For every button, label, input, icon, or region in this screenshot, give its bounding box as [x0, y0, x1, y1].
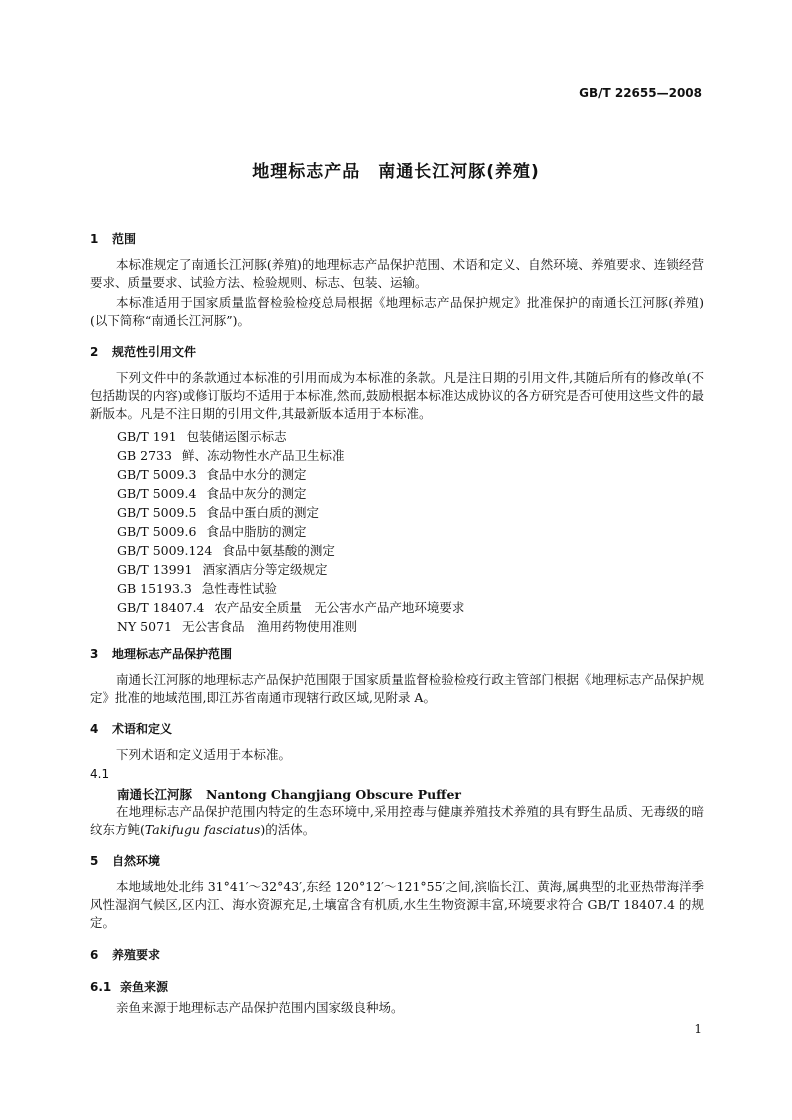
section-number: 3	[90, 647, 99, 661]
definition-text-end: )的活体。	[260, 822, 316, 837]
term-chinese: 南通长江河豚	[117, 787, 193, 802]
reference-item	[117, 598, 464, 616]
reference-code: GB/T 5009.5	[117, 505, 197, 520]
reference-name: 酒家酒店分等定级规定	[202, 562, 328, 577]
section-number: 2	[90, 345, 99, 359]
section-5-heading	[90, 852, 160, 869]
section-number: 4	[90, 722, 99, 736]
reference-code: GB/T 18407.4	[117, 600, 205, 615]
reference-item	[117, 465, 306, 483]
section-2-heading	[90, 343, 196, 360]
reference-name: 食品中氨基酸的测定	[222, 543, 335, 558]
reference-name: 包装储运图示标志	[186, 429, 287, 444]
reference-name: 食品中灰分的测定	[206, 486, 307, 501]
section-2-paragraph-1: 下列文件中的条款通过本标准的引用而成为本标准的条款。凡是注日期的引用文件,其随后所有的修改单(不包括勘误的内容)或修订版均不适用于本标准,然而,鼓励根据本标准达成协议的各方研究是否可使用这些文件的最新版本。凡是不注日期的引用文件,其最新版本适用于本标准。	[90, 370, 704, 421]
document-title: 地理标志产品 南通长江河豚(养殖)	[252, 162, 540, 182]
section-3-heading	[90, 645, 232, 662]
section-4-heading	[90, 720, 172, 737]
reference-item	[117, 427, 287, 445]
reference-name: 食品中蛋白质的测定	[206, 505, 319, 520]
reference-item	[117, 522, 306, 540]
reference-code: GB/T 5009.6	[117, 524, 197, 539]
clause-number: 4.1	[90, 767, 110, 781]
section-4-paragraph-1: 下列术语和定义适用于本标准。	[116, 747, 292, 762]
term-english: Nantong Changjiang Obscure Puffer	[206, 787, 461, 802]
reference-code: GB/T 5009.124	[117, 543, 213, 558]
species-name: Takifugu fasciatus	[144, 822, 261, 837]
section-6-paragraph-1: 亲鱼来源于地理标志产品保护范围内国家级良种场。	[116, 1000, 404, 1015]
reference-code: GB 15193.3	[117, 581, 192, 596]
subsection-number: 6.1	[90, 980, 112, 994]
reference-code: GB/T 191	[117, 429, 177, 444]
section-title: 术语和定义	[112, 722, 173, 736]
reference-name: 无公害食品 渔用药物使用准则	[181, 619, 357, 634]
reference-item	[117, 446, 344, 464]
subsection-title: 亲鱼来源	[120, 980, 169, 994]
definition-text: 在地理标志产品保护范围内特定的生态环境中,采用控毒与健康养殖技术养殖的具有野生品质、无毒级的暗纹东方鲀(	[90, 804, 704, 837]
section-1-heading	[90, 230, 136, 247]
reference-item	[117, 503, 319, 521]
section-title: 养殖要求	[112, 948, 161, 962]
section-5-paragraph-1: 本地域地处北纬 31°41′～32°43′,东经 120°12′～121°55′之间,滨临长江、黄海,属典型的北亚热带海洋季风性湿润气候区,区内江、海水资源充足,土壤富含有机质,水生生物资源丰富,环境要求符合 GB/T 18407.4 的规定。	[90, 879, 704, 930]
reference-name: 农产品安全质量 无公害水产品产地环境要求	[214, 600, 465, 615]
reference-name: 食品中水分的测定	[206, 467, 307, 482]
reference-item	[117, 560, 327, 578]
reference-name: 鲜、冻动物性水产品卫生标准	[181, 448, 345, 463]
section-title: 规范性引用文件	[112, 345, 197, 359]
reference-item	[117, 484, 306, 502]
reference-code: NY 5071	[117, 619, 172, 634]
reference-name: 急性毒性试验	[201, 581, 277, 596]
term-definition	[90, 803, 704, 839]
reference-item	[117, 617, 357, 635]
reference-name: 食品中脂肪的测定	[206, 524, 307, 539]
term-entry	[117, 785, 461, 803]
reference-code: GB 2733	[117, 448, 172, 463]
section-title: 地理标志产品保护范围	[112, 647, 233, 661]
section-number: 5	[90, 854, 99, 868]
section-title: 自然环境	[112, 854, 161, 868]
section-1-paragraph-1: 本标准规定了南通长江河豚(养殖)的地理标志产品保护范围、术语和定义、自然环境、养殖要求、连锁经营要求、质量要求、试验方法、检验规则、标志、包装、运输。	[90, 257, 704, 290]
section-6-heading	[90, 946, 160, 963]
reference-code: GB/T 5009.3	[117, 467, 197, 482]
reference-code: GB/T 13991	[117, 562, 193, 577]
page-number: 1	[694, 1022, 702, 1036]
reference-code: GB/T 5009.4	[117, 486, 197, 501]
section-1-paragraph-2: 本标准适用于国家质量监督检验检疫总局根据《地理标志产品保护规定》批准保护的南通长江河豚(养殖)(以下简称“南通长江河豚”)。	[90, 295, 704, 328]
reference-item	[117, 579, 277, 597]
section-title: 范围	[112, 232, 137, 246]
reference-item	[117, 541, 335, 559]
subsection-6-1-heading	[90, 978, 168, 995]
section-number: 6	[90, 948, 99, 962]
standard-code: GB/T 22655—2008	[579, 86, 702, 100]
section-3-paragraph-1: 南通长江河豚的地理标志产品保护范围限于国家质量监督检验检疫行政主管部门根据《地理标志产品保护规定》批准的地域范围,即江苏省南通市现辖行政区域,见附录 A。	[90, 672, 704, 705]
section-number: 1	[90, 232, 99, 246]
